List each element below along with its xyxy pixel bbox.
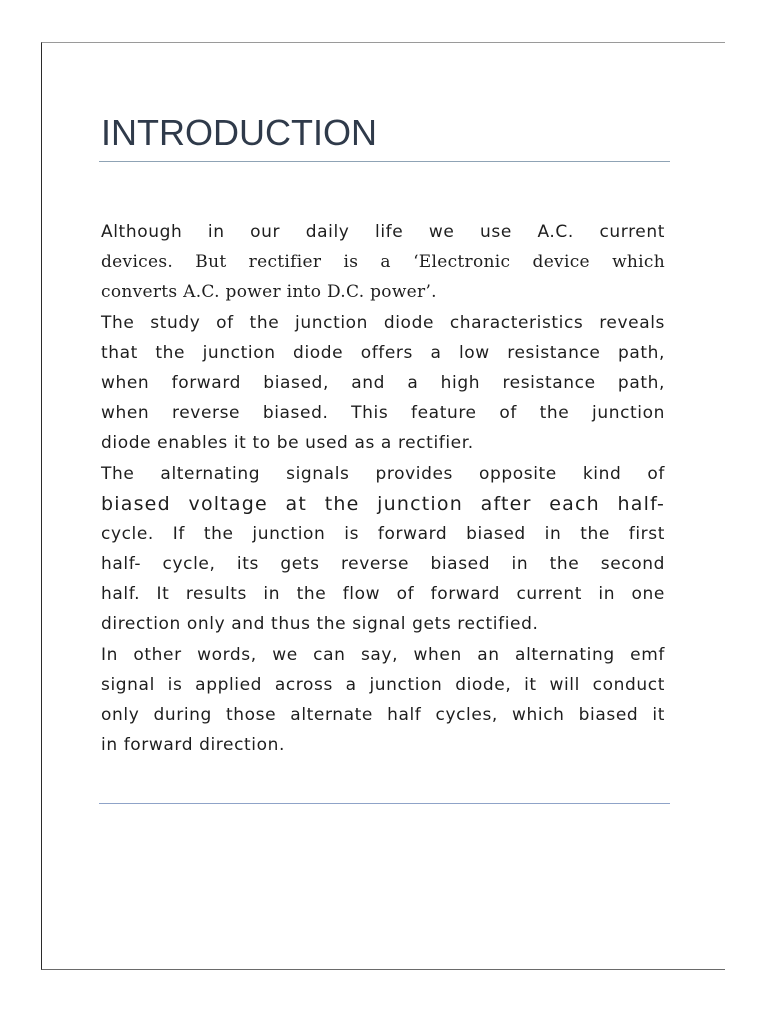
body-line: half- cycle, its gets reverse biased in the second (101, 554, 665, 575)
body-line: The study of the junction diode characteristics reveals (101, 312, 665, 333)
body-line: only during those alternate half cycles, which biased it (101, 705, 665, 725)
body-line: biased voltage at the junction after each half- (101, 492, 665, 515)
body-line: direction only and thus the signal gets rectified. (101, 614, 539, 635)
body-line: when forward biased, and a high resistance path, (101, 372, 665, 393)
body-line: signal is applied across a junction diode, it will conduct (101, 674, 665, 695)
page-title: INTRODUCTION (101, 112, 377, 153)
body-line: cycle. If the junction is forward biased in the first (101, 523, 665, 544)
body-line: in forward direction. (101, 735, 285, 756)
title-underline (99, 161, 670, 162)
body-line: half. It results in the flow of forward current in one (101, 584, 665, 605)
body-line: In other words, we can say, when an alternating emf (101, 644, 665, 665)
body-line: devices. But rectifier is a ‘Electronic device which (101, 252, 665, 273)
body-line: The alternating signals provides opposite kind of (101, 463, 665, 484)
body-line: that the junction diode offers a low resistance path, (101, 342, 665, 363)
body-line: when reverse biased. This feature of the junction (101, 403, 665, 424)
body-line: Although in our daily life we use A.C. current (101, 222, 665, 242)
body-line: converts A.C. power into D.C. power’. (101, 282, 437, 303)
introduction-body (101, 217, 665, 760)
bottom-divider (99, 803, 670, 804)
body-line: diode enables it to be used as a rectifier. (101, 433, 474, 454)
